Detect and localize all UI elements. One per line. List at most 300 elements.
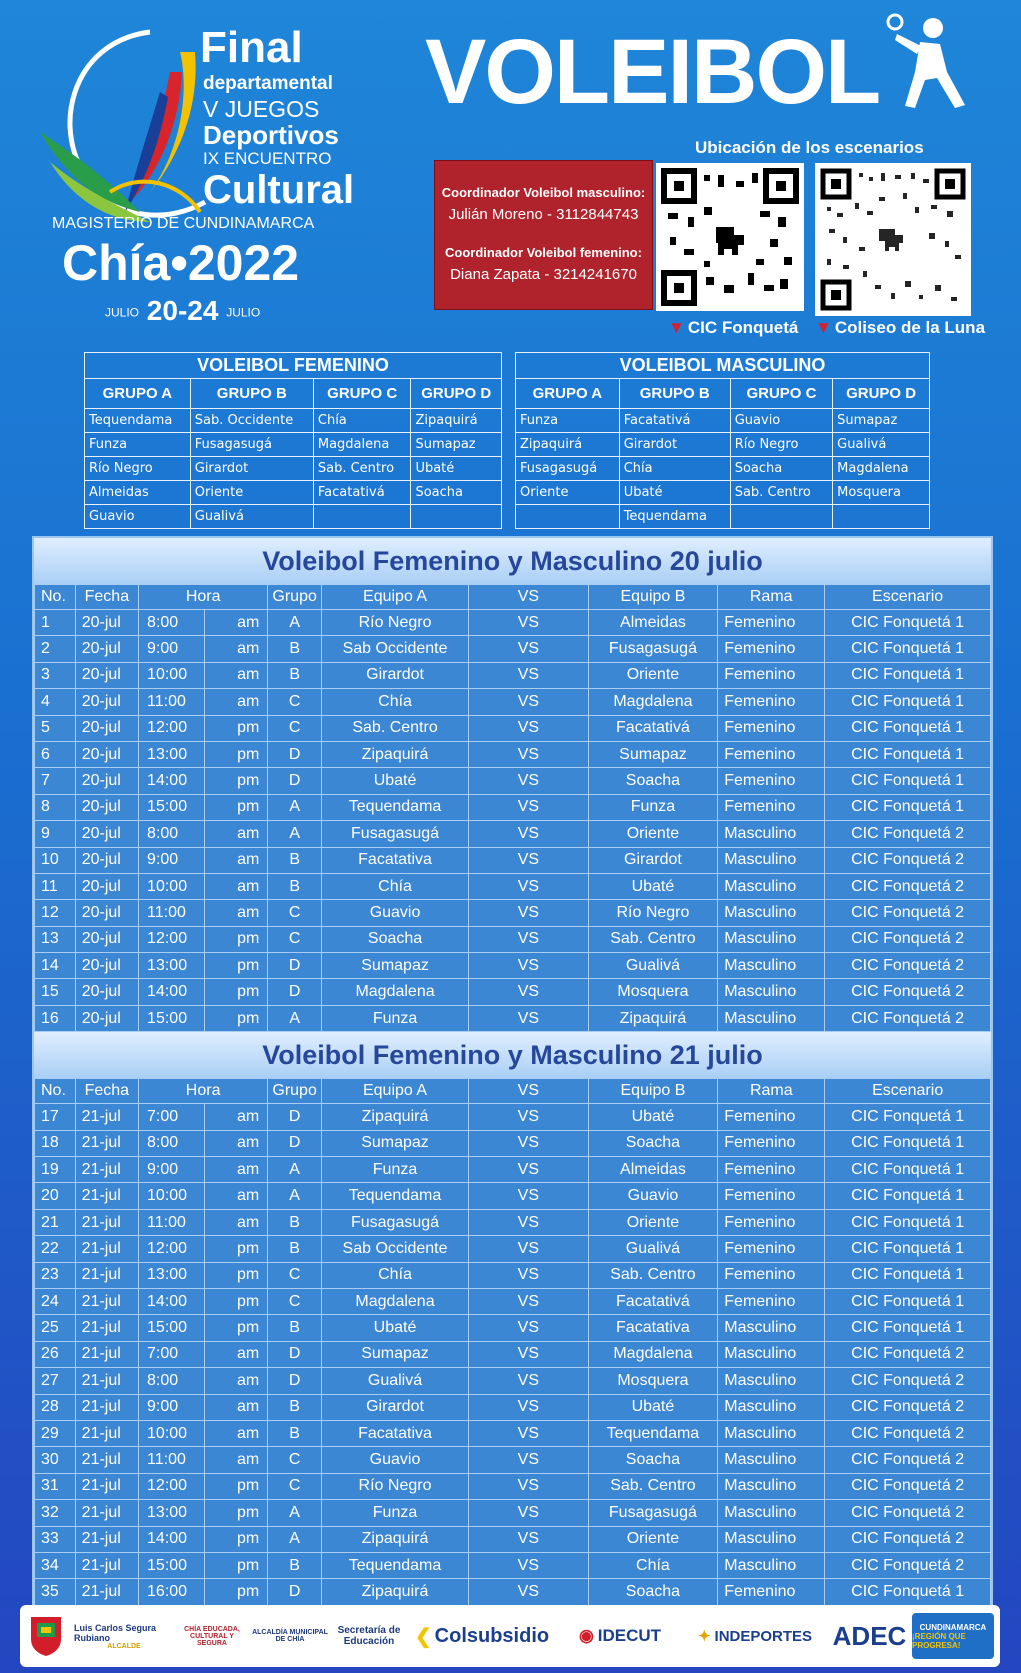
group-team-cell: Soacha: [411, 481, 502, 505]
match-date: 20-jul: [75, 610, 138, 636]
schedule-row: [35, 1288, 991, 1314]
match-time: 8:00: [139, 1130, 205, 1156]
team-b: Ubaté: [588, 1104, 718, 1130]
cundinamarca-logo: [912, 1613, 994, 1659]
locations-heading: Ubicación de los escenarios: [695, 138, 924, 157]
coordinators-box: [434, 160, 653, 310]
team-a: Río Negro: [322, 610, 469, 636]
schedule-row: [35, 636, 991, 662]
match-meridiem: am: [205, 1447, 268, 1473]
match-venue: CIC Fonquetá 2: [825, 1341, 991, 1367]
match-meridiem: pm: [205, 1315, 268, 1341]
qr-code-fonqueta[interactable]: [656, 163, 804, 311]
match-number: 25: [35, 1315, 76, 1341]
match-date: 20-jul: [75, 1005, 138, 1031]
alcaldia-logo: ALCALDÍA MUNICIPAL DE CHÍA: [252, 1629, 328, 1643]
group-team-cell: Tequendama: [619, 505, 730, 529]
coord-fem-label: Coordinador Voleibol femenino:: [445, 245, 642, 260]
match-group: D: [268, 1130, 322, 1156]
match-venue: CIC Fonquetá 2: [825, 1394, 991, 1420]
match-time: 10:00: [139, 1183, 205, 1209]
group-header: GRUPO B: [619, 379, 730, 409]
match-meridiem: am: [205, 689, 268, 715]
location-coliseo-label: Coliseo de la Luna: [834, 318, 986, 337]
schedule-table: [34, 584, 991, 1032]
match-group: A: [268, 1005, 322, 1031]
group-row: [516, 409, 930, 433]
match-date: 21-jul: [75, 1130, 138, 1156]
match-time: 15:00: [139, 794, 205, 820]
team-a: Tequendama: [321, 1552, 468, 1578]
match-number: 6: [35, 741, 76, 767]
match-meridiem: pm: [205, 715, 268, 741]
match-time: 8:00: [139, 1368, 205, 1394]
match-number: 34: [35, 1552, 76, 1578]
match-branch: Femenino: [718, 1157, 825, 1183]
team-a: Sumapaz: [321, 1130, 468, 1156]
match-group: A: [268, 610, 322, 636]
match-group: D: [268, 741, 322, 767]
match-meridiem: am: [205, 1183, 268, 1209]
match-group: B: [268, 1394, 322, 1420]
team-a: Gualivá: [321, 1368, 468, 1394]
match-branch: Femenino: [718, 1288, 825, 1314]
match-date: 20-jul: [75, 821, 138, 847]
match-date: 21-jul: [75, 1552, 138, 1578]
team-a: Ubaté: [322, 768, 469, 794]
alcalde-logo: [74, 1613, 174, 1659]
match-number: 11: [35, 873, 76, 899]
match-meridiem: am: [205, 610, 268, 636]
group-row: [85, 457, 502, 481]
team-b: Oriente: [588, 1526, 718, 1552]
match-number: 30: [35, 1447, 76, 1473]
vs-label: VS: [469, 1262, 589, 1288]
vs-label: VS: [469, 794, 589, 820]
match-group: B: [268, 662, 322, 688]
group-team-cell: [833, 505, 930, 529]
match-time: 7:00: [139, 1104, 205, 1130]
vs-label: VS: [469, 1552, 589, 1578]
schedule-table: [34, 1078, 991, 1605]
match-meridiem: am: [205, 1420, 268, 1446]
logo-month-start: JULIO: [105, 305, 140, 320]
group-team-cell: Oriente: [190, 481, 313, 505]
team-b: Soacha: [588, 1579, 718, 1605]
match-time: 7:00: [139, 1341, 205, 1367]
group-team-cell: [516, 505, 620, 529]
match-number: 26: [35, 1341, 76, 1367]
match-number: 22: [35, 1236, 76, 1262]
match-number: 9: [35, 821, 76, 847]
schedule-row: [35, 1420, 991, 1446]
vs-label: VS: [469, 636, 589, 662]
schedule-row: [35, 1262, 991, 1288]
team-b: Almeidas: [588, 1157, 718, 1183]
match-meridiem: am: [205, 1157, 268, 1183]
team-a: Girardot: [322, 662, 469, 688]
match-date: 21-jul: [75, 1262, 138, 1288]
match-date: 21-jul: [75, 1526, 138, 1552]
schedule-row: [35, 1209, 991, 1235]
match-branch: Femenino: [718, 1130, 825, 1156]
match-venue: CIC Fonquetá 1: [825, 1288, 991, 1314]
match-time: 13:00: [139, 1500, 205, 1526]
logo-ix-encuentro: IX ENCUENTRO: [203, 149, 332, 168]
logo-month-end: JULIO: [226, 305, 261, 320]
group-team-cell: Funza: [516, 409, 620, 433]
match-number: 35: [35, 1579, 76, 1605]
match-meridiem: am: [205, 1368, 268, 1394]
team-a: Sumapaz: [322, 953, 469, 979]
match-number: 14: [35, 953, 76, 979]
group-team-cell: Sab. Occidente: [190, 409, 313, 433]
match-number: 29: [35, 1420, 76, 1446]
match-venue: CIC Fonquetá 1: [825, 636, 991, 662]
logo-cultural: Cultural: [203, 168, 355, 212]
group-team-cell: Gualivá: [833, 433, 930, 457]
match-meridiem: pm: [205, 1552, 268, 1578]
match-number: 31: [35, 1473, 76, 1499]
vs-label: VS: [469, 1420, 589, 1446]
match-time: 8:00: [139, 610, 205, 636]
vs-label: VS: [469, 1183, 589, 1209]
schedule-col-header: Escenario: [825, 1079, 991, 1104]
match-date: 21-jul: [75, 1315, 138, 1341]
vs-label: VS: [469, 1394, 589, 1420]
location-fonqueta-label: CIC Fonquetá: [687, 318, 799, 337]
group-team-cell: Río Negro: [85, 457, 191, 481]
match-venue: CIC Fonquetá 1: [825, 662, 991, 688]
colsubsidio-logo: [412, 1613, 552, 1659]
vs-label: VS: [469, 953, 589, 979]
match-time: 13:00: [139, 953, 205, 979]
match-branch: Masculino: [718, 1447, 825, 1473]
match-venue: CIC Fonquetá 2: [825, 953, 991, 979]
match-branch: Femenino: [718, 1262, 825, 1288]
match-time: 9:00: [139, 1157, 205, 1183]
group-team-cell: Chía: [619, 457, 730, 481]
location-coliseo: [815, 318, 985, 338]
vs-label: VS: [469, 1005, 589, 1031]
idecut-name: IDECUT: [597, 1626, 662, 1645]
match-venue: CIC Fonquetá 2: [825, 1552, 991, 1578]
group-team-cell: Facatativá: [619, 409, 730, 433]
match-group: B: [268, 1420, 322, 1446]
match-venue: CIC Fonquetá 2: [825, 1005, 991, 1031]
match-number: 4: [35, 689, 76, 715]
match-time: 12:00: [139, 1236, 205, 1262]
schedule-row: [35, 873, 991, 899]
schedule-col-header: Equipo B: [588, 1079, 718, 1104]
match-date: 20-jul: [75, 768, 138, 794]
match-branch: Femenino: [718, 689, 825, 715]
vs-label: VS: [469, 1341, 589, 1367]
schedule-col-header: Equipo A: [322, 585, 469, 610]
schedule-col-header: Grupo: [268, 1079, 322, 1104]
vs-label: VS: [469, 979, 589, 1005]
match-meridiem: pm: [205, 926, 268, 952]
coord-fem-value: Diana Zapata - 3214241670: [450, 266, 637, 283]
match-group: A: [268, 1183, 322, 1209]
group-team-cell: Sab. Centro: [313, 457, 411, 481]
adec-logo: ADEC: [832, 1620, 907, 1651]
match-venue: CIC Fonquetá 2: [825, 873, 991, 899]
schedule-col-header: Equipo B: [588, 585, 718, 610]
logo-city-year: Chía•2022: [62, 235, 300, 291]
match-time: 14:00: [139, 1288, 205, 1314]
match-branch: Masculino: [718, 1552, 825, 1578]
team-b: Sab. Centro: [588, 1473, 718, 1499]
group-row: [85, 409, 502, 433]
group-header: GRUPO A: [516, 379, 620, 409]
logo-final: Final: [200, 23, 303, 72]
match-time: 9:00: [139, 636, 205, 662]
match-time: 16:00: [139, 1579, 205, 1605]
match-group: D: [268, 1104, 322, 1130]
alcalde-name: Luis Carlos Segura Rubiano: [74, 1622, 157, 1643]
group-header: GRUPO D: [411, 379, 502, 409]
match-number: 7: [35, 768, 76, 794]
group-row: [516, 457, 930, 481]
match-number: 13: [35, 926, 76, 952]
schedule-col-header: Hora: [139, 1079, 268, 1104]
group-team-cell: Tequendama: [85, 409, 191, 433]
match-number: 28: [35, 1394, 76, 1420]
indeportes-logo: [680, 1613, 830, 1659]
team-a: Funza: [322, 1005, 469, 1031]
group-team-cell: Sumapaz: [833, 409, 930, 433]
schedule-row: [35, 847, 991, 873]
match-meridiem: pm: [205, 1236, 268, 1262]
match-branch: Masculino: [718, 873, 825, 899]
secretaria-educacion-logo: Secretaría de Educación: [337, 1625, 401, 1647]
match-number: 23: [35, 1262, 76, 1288]
schedule-row: [35, 715, 991, 741]
team-b: Ubaté: [588, 873, 718, 899]
match-venue: CIC Fonquetá 2: [825, 1526, 991, 1552]
schedule-col-header: VS: [469, 585, 589, 610]
schedule-col-header: Equipo A: [321, 1079, 468, 1104]
group-team-cell: Ubaté: [411, 457, 502, 481]
team-a: Girardot: [321, 1394, 468, 1420]
match-meridiem: pm: [205, 1288, 268, 1314]
team-b: Chía: [588, 1552, 718, 1578]
match-number: 33: [35, 1526, 76, 1552]
match-date: 20-jul: [75, 847, 138, 873]
team-b: Río Negro: [588, 900, 718, 926]
group-team-cell: Guavio: [730, 409, 832, 433]
team-b: Facatativá: [588, 1288, 718, 1314]
group-team-cell: Sab. Centro: [730, 481, 832, 505]
match-venue: CIC Fonquetá 1: [825, 1104, 991, 1130]
team-a: Facatativa: [322, 847, 469, 873]
groups-masculino-table: [515, 352, 930, 529]
match-time: 10:00: [139, 1420, 205, 1446]
team-b: Zipaquirá: [588, 1005, 718, 1031]
match-number: 1: [35, 610, 76, 636]
logo-date-range: 20-24: [146, 295, 219, 326]
match-group: D: [268, 1579, 322, 1605]
match-time: 15:00: [139, 1005, 205, 1031]
match-date: 20-jul: [75, 715, 138, 741]
team-b: Facatativá: [588, 715, 718, 741]
match-meridiem: pm: [205, 1262, 268, 1288]
match-meridiem: am: [205, 1130, 268, 1156]
map-pin-icon: ▼: [815, 318, 832, 337]
match-venue: CIC Fonquetá 2: [825, 847, 991, 873]
vs-label: VS: [469, 1288, 589, 1314]
coord-masc-value: Julián Moreno - 3112844743: [448, 206, 639, 223]
vs-label: VS: [469, 715, 589, 741]
match-time: 11:00: [139, 1447, 205, 1473]
page-title: VOLEIBOL: [425, 21, 880, 123]
match-group: D: [268, 1368, 322, 1394]
match-branch: Masculino: [718, 1420, 825, 1446]
team-b: Facatativa: [588, 1315, 718, 1341]
team-b: Soacha: [588, 1447, 718, 1473]
match-branch: Masculino: [718, 1315, 825, 1341]
match-group: B: [268, 636, 322, 662]
match-group: B: [268, 873, 322, 899]
group-team-cell: Magdalena: [313, 433, 411, 457]
coord-masc-label: Coordinador Voleibol masculino:: [441, 185, 646, 200]
match-date: 20-jul: [75, 979, 138, 1005]
match-date: 21-jul: [75, 1447, 138, 1473]
team-a: Sab Occidente: [322, 636, 469, 662]
schedule-row: [35, 1447, 991, 1473]
match-venue: CIC Fonquetá 1: [825, 610, 991, 636]
group-team-cell: Magdalena: [833, 457, 930, 481]
group-team-cell: [411, 505, 502, 529]
match-branch: Femenino: [718, 610, 825, 636]
group-team-cell: Sumapaz: [411, 433, 502, 457]
match-date: 21-jul: [75, 1420, 138, 1446]
match-group: A: [268, 821, 322, 847]
group-row: [85, 481, 502, 505]
match-time: 15:00: [139, 1552, 205, 1578]
match-date: 20-jul: [75, 926, 138, 952]
team-b: Oriente: [588, 1209, 718, 1235]
schedule-header-row: [35, 585, 991, 610]
schedule-row: [35, 1157, 991, 1183]
match-branch: Femenino: [718, 636, 825, 662]
match-group: C: [268, 1447, 322, 1473]
team-a: Magdalena: [321, 1288, 468, 1314]
match-time: 12:00: [139, 715, 205, 741]
sponsors-footer: [20, 1605, 1000, 1667]
match-venue: CIC Fonquetá 2: [825, 821, 991, 847]
group-team-cell: Facatativá: [313, 481, 411, 505]
schedule-row: [35, 1183, 991, 1209]
match-branch: Masculino: [718, 1526, 825, 1552]
schedule-row: [35, 1005, 991, 1031]
vs-label: VS: [469, 1315, 589, 1341]
team-b: Fusagasugá: [588, 636, 718, 662]
match-branch: Femenino: [718, 1236, 825, 1262]
team-a: Fusagasugá: [322, 821, 469, 847]
team-a: Zipaquirá: [321, 1526, 468, 1552]
map-pin-icon: ▼: [668, 318, 685, 337]
team-b: Gualivá: [588, 1236, 718, 1262]
match-group: C: [268, 689, 322, 715]
match-venue: CIC Fonquetá 1: [825, 1262, 991, 1288]
schedule-row: [35, 900, 991, 926]
match-date: 21-jul: [75, 1473, 138, 1499]
team-b: Sab. Centro: [588, 926, 718, 952]
match-time: 10:00: [139, 662, 205, 688]
group-row: [516, 481, 930, 505]
groups-femenino-table: [84, 352, 502, 529]
match-date: 21-jul: [75, 1104, 138, 1130]
match-meridiem: pm: [205, 741, 268, 767]
group-team-cell: Río Negro: [730, 433, 832, 457]
match-meridiem: pm: [205, 1579, 268, 1605]
idecut-icon: ◉: [578, 1626, 594, 1645]
match-group: C: [268, 1262, 322, 1288]
cundinamarca-slogan: ¡REGIÓN QUE PROGRESA!: [912, 1631, 966, 1650]
match-meridiem: pm: [205, 1005, 268, 1031]
match-venue: CIC Fonquetá 2: [825, 1420, 991, 1446]
match-number: 5: [35, 715, 76, 741]
match-branch: Femenino: [718, 1579, 825, 1605]
match-meridiem: pm: [205, 979, 268, 1005]
group-team-cell: Ubaté: [619, 481, 730, 505]
vs-label: VS: [469, 1104, 589, 1130]
team-a: Fusagasugá: [321, 1209, 468, 1235]
vs-label: VS: [469, 1473, 589, 1499]
schedule-panel: [32, 536, 993, 1608]
match-venue: CIC Fonquetá 1: [825, 1209, 991, 1235]
match-number: 27: [35, 1368, 76, 1394]
groups-femenino-title: VOLEIBOL FEMENINO: [85, 353, 502, 379]
vs-label: VS: [469, 1130, 589, 1156]
match-meridiem: pm: [205, 794, 268, 820]
match-time: 13:00: [139, 1262, 205, 1288]
match-branch: Femenino: [718, 1209, 825, 1235]
match-date: 21-jul: [75, 1394, 138, 1420]
team-a: Sumapaz: [321, 1341, 468, 1367]
group-row: [85, 433, 502, 457]
group-team-cell: Guavio: [85, 505, 191, 529]
match-date: 21-jul: [75, 1579, 138, 1605]
team-a: Zipaquirá: [322, 741, 469, 767]
schedule-row: [35, 610, 991, 636]
group-header: GRUPO C: [730, 379, 832, 409]
qr-code-coliseo[interactable]: [815, 163, 971, 316]
match-number: 12: [35, 900, 76, 926]
match-meridiem: am: [205, 636, 268, 662]
team-b: Soacha: [588, 768, 718, 794]
match-branch: Femenino: [718, 794, 825, 820]
vs-label: VS: [469, 1579, 589, 1605]
schedule-col-header: No.: [35, 1079, 76, 1104]
match-time: 9:00: [139, 1394, 205, 1420]
team-a: Ubaté: [321, 1315, 468, 1341]
match-date: 21-jul: [75, 1341, 138, 1367]
schedule-row: [35, 1500, 991, 1526]
match-number: 2: [35, 636, 76, 662]
match-venue: CIC Fonquetá 1: [825, 689, 991, 715]
logo-magisterio: MAGISTERIO DE CUNDINAMARCA: [52, 215, 315, 232]
match-group: A: [268, 794, 322, 820]
match-group: B: [268, 1209, 322, 1235]
group-team-cell: Zipaquirá: [516, 433, 620, 457]
match-meridiem: am: [205, 847, 268, 873]
match-group: A: [268, 1500, 322, 1526]
group-header: GRUPO D: [833, 379, 930, 409]
colsubsidio-name: Colsubsidio: [434, 1624, 550, 1647]
